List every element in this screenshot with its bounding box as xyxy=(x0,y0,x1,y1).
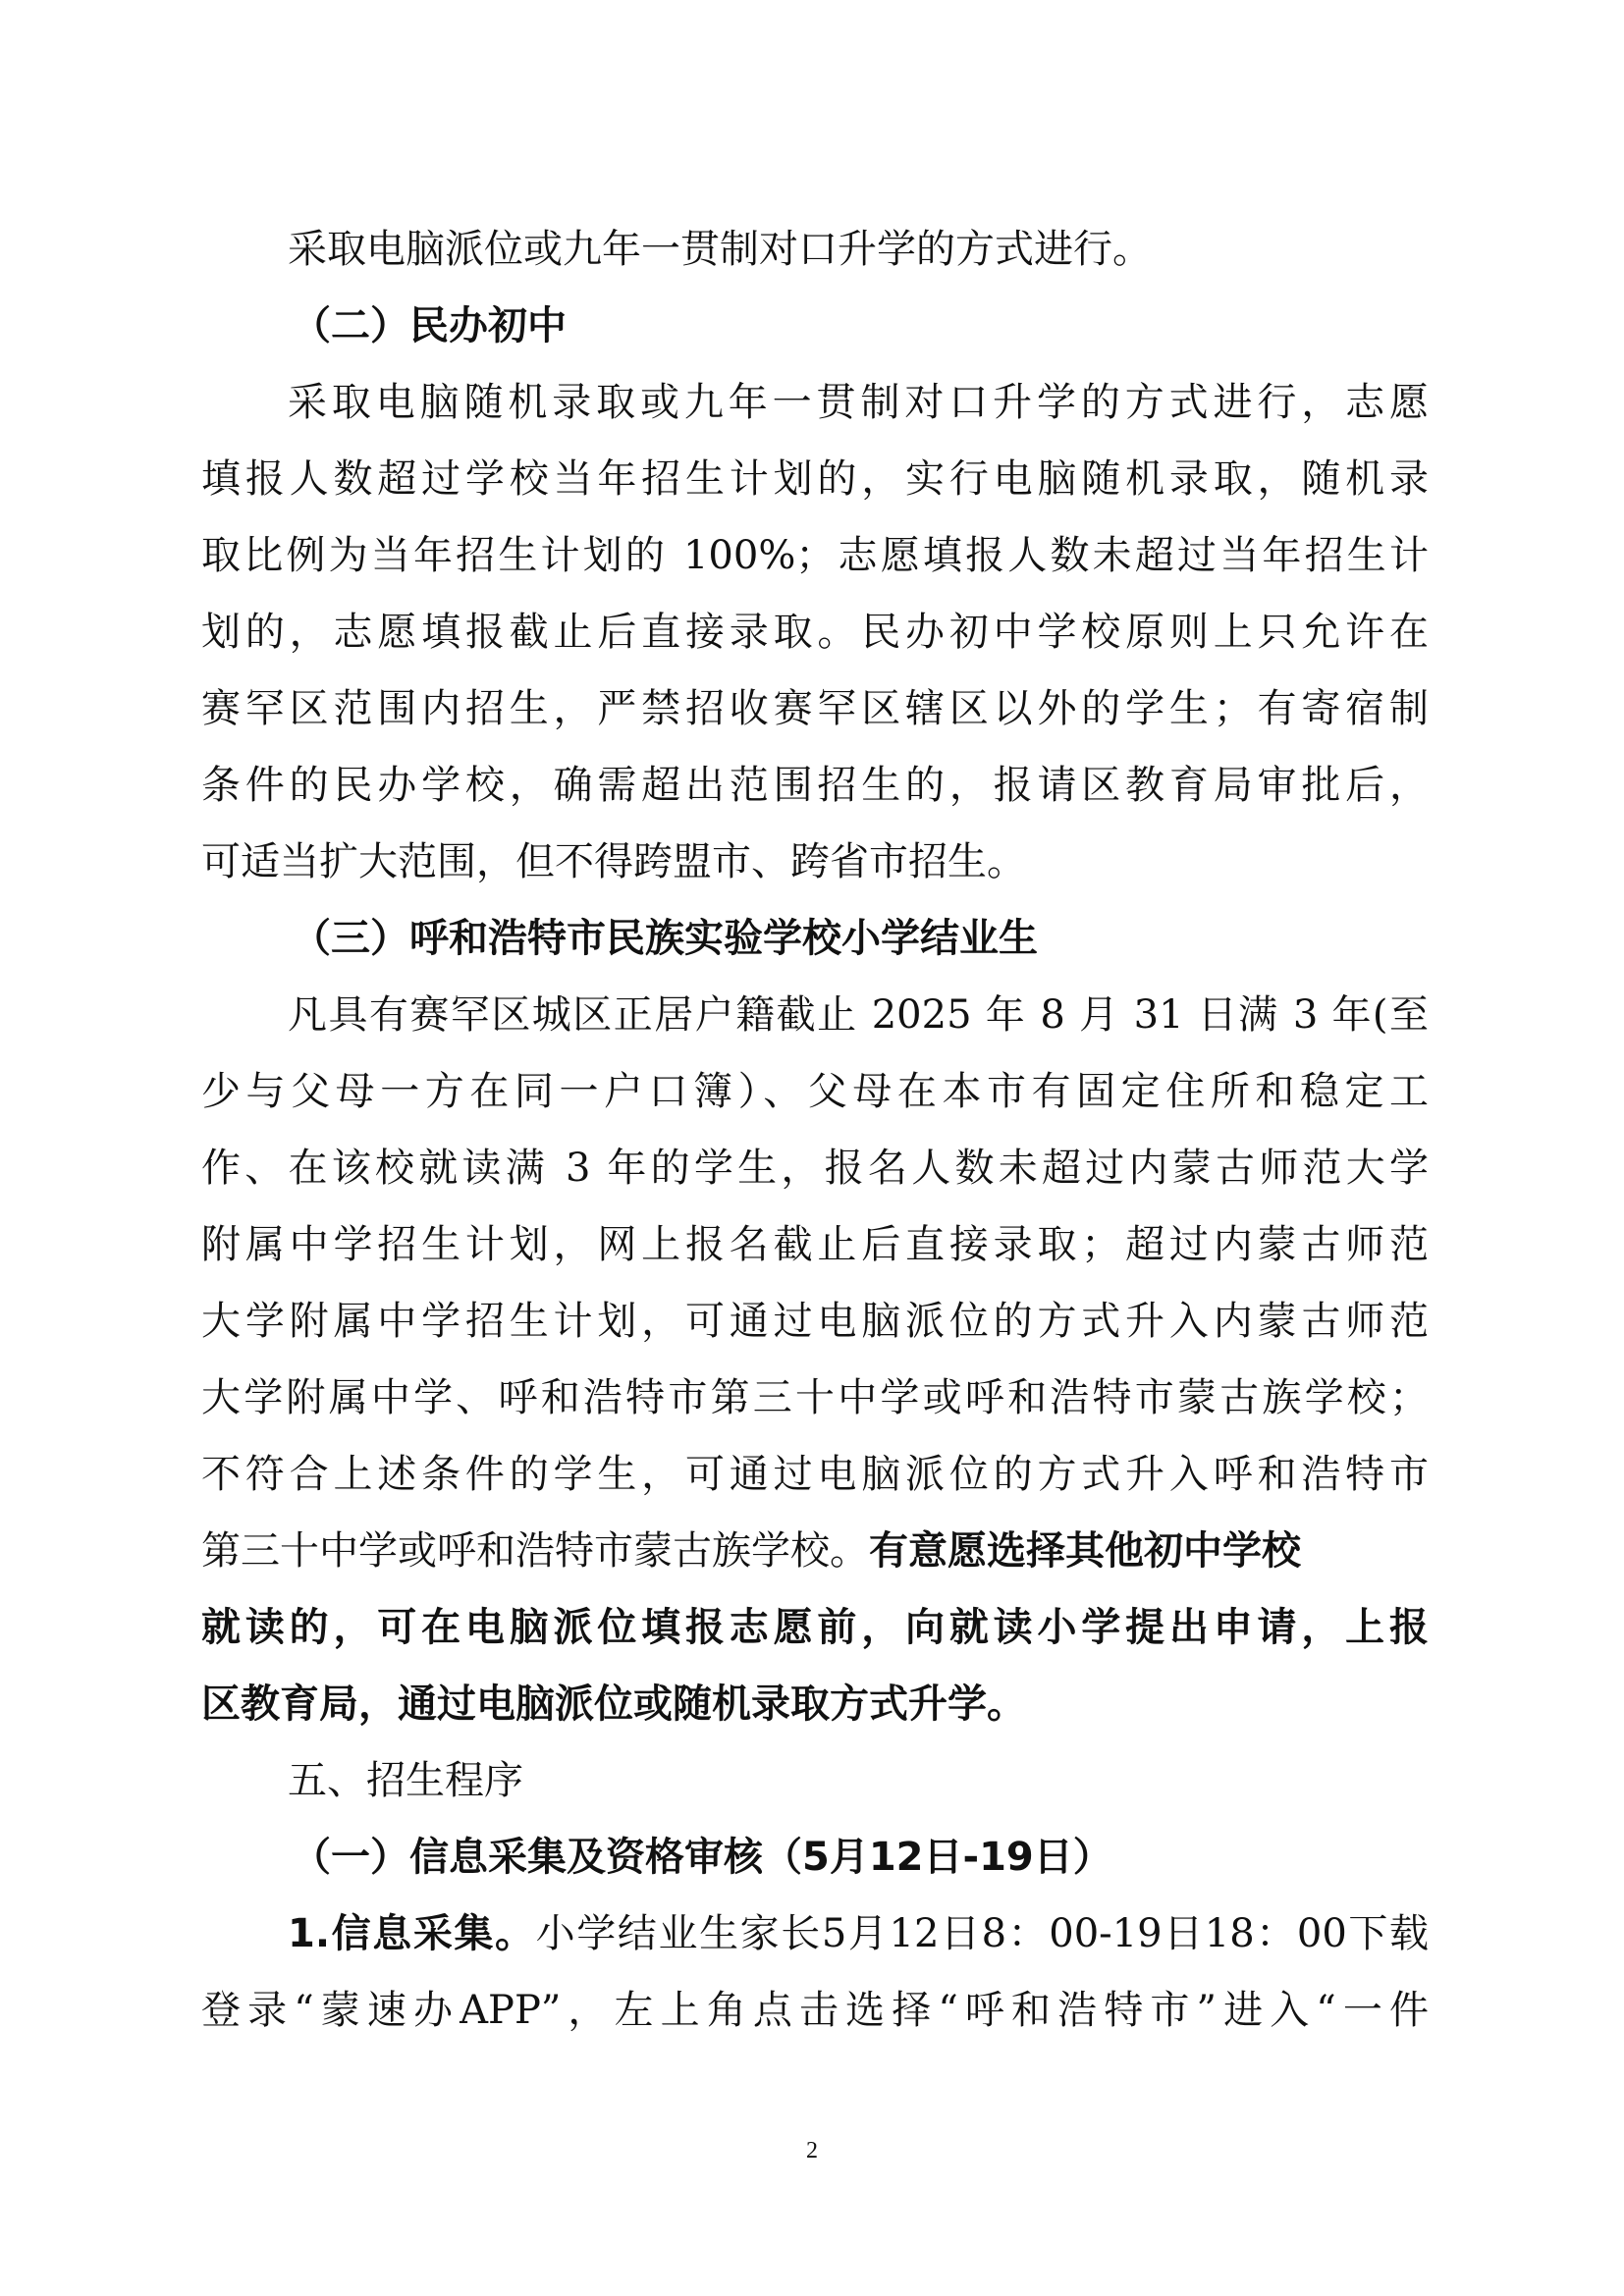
paragraph-line: 采取电脑随机录取或九年一贯制对口升学的方式进行，志愿 xyxy=(288,380,1429,425)
paragraph-line: 填报人数超过学校当年招生计划的，实行电脑随机录取，随机录 xyxy=(201,456,1429,502)
paragraph-line: 不符合上述条件的学生，可通过电脑派位的方式升入呼和浩特市 xyxy=(201,1452,1429,1497)
paragraph-line: 登录“蒙速办APP”，左上角点击选择“呼和浩特市”进入“一件 xyxy=(201,1988,1429,2033)
page-number: 2 xyxy=(806,2138,818,2163)
paragraph-line: 凡具有赛罕区城区正居户籍截止 2025 年 8 月 31 日满 3 年(至 xyxy=(288,992,1429,1038)
section-heading-info-collection: （一）信息采集及资格审核（5月12日-19日） xyxy=(292,1835,1112,1880)
document-body xyxy=(201,211,1429,2049)
chapter-heading-enrollment-procedure: 五、招生程序 xyxy=(288,1758,523,1803)
emphasis-text: 有意愿选择其他初中学校 xyxy=(869,1528,1301,1574)
paragraph-line: 作、在该校就读满 3 年的学生，报名人数未超过内蒙古师范大学 xyxy=(201,1146,1429,1191)
item-title: 1.信息采集。 xyxy=(288,1911,536,1956)
paragraph-line: 附属中学招生计划，网上报名截止后直接录取；超过内蒙古师范 xyxy=(201,1222,1429,1267)
plain-text: 小学结业生家长5月12日8：00-19日18：00下载 xyxy=(535,1911,1430,1956)
paragraph-line-mixed xyxy=(201,1513,1429,1589)
paragraph-line: 赛罕区范围内招生，严禁招收赛罕区辖区以外的学生；有寄宿制 xyxy=(201,686,1429,731)
plain-text: 第三十中学或呼和浩特市蒙古族学校。 xyxy=(201,1528,869,1574)
paragraph-line: 划的，志愿填报截止后直接录取。民办初中学校原则上只允许在 xyxy=(201,610,1429,655)
paragraph-line: 大学附属中学、呼和浩特市第三十中学或呼和浩特市蒙古族学校； xyxy=(201,1375,1429,1420)
paragraph-line: 采取电脑派位或九年一贯制对口升学的方式进行。 xyxy=(288,227,1152,272)
paragraph-line-mixed xyxy=(201,1896,1429,1972)
section-heading-private-middle-school: （二）民办初中 xyxy=(292,303,567,348)
paragraph-line: 少与父母一方在同一户口簿）、父母在本市有固定住所和稳定工 xyxy=(201,1069,1429,1114)
paragraph-line: 取比例为当年招生计划的 100%；志愿填报人数未超过当年招生计 xyxy=(201,533,1429,578)
emphasis-line: 区教育局，通过电脑派位或随机录取方式升学。 xyxy=(201,1682,1026,1727)
section-heading-ethnic-experimental-school: （三）呼和浩特市民族实验学校小学结业生 xyxy=(292,916,1038,961)
paragraph-line: 条件的民办学校，确需超出范围招生的，报请区教育局审批后， xyxy=(201,763,1429,808)
paragraph-line: 大学附属中学招生计划，可通过电脑派位的方式升入内蒙古师范 xyxy=(201,1299,1429,1344)
paragraph-line: 可适当扩大范围，但不得跨盟市、跨省市招生。 xyxy=(201,839,1026,884)
emphasis-line: 就读的，可在电脑派位填报志愿前，向就读小学提出申请，上报 xyxy=(201,1605,1429,1650)
